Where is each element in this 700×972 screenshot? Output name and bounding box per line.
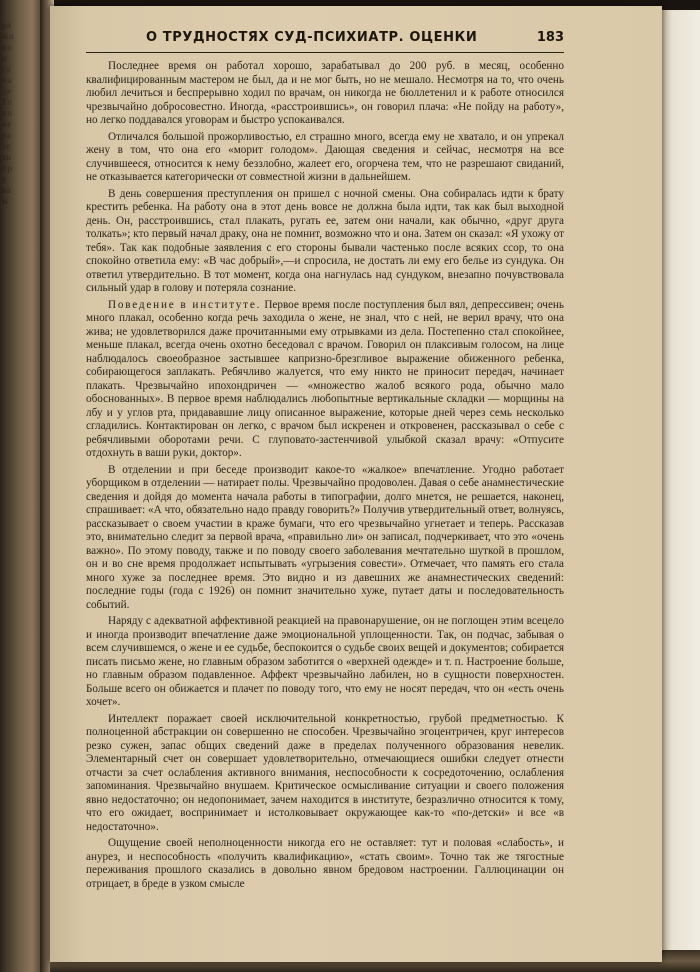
page-stack-edge: [660, 10, 700, 960]
paragraph-6: Наряду с адекватной аффективной реакцией на правонарушение, он не поглощен этим всецело и иногда производит впечатление даже эмоциональной уплощенности. Так, он подчас, забывая о всем случившемся, о жене и ее судьбе, беспокоится о судьбе своих вещей и документов; собирается писать письмо жене, но главным образом заботится о «верхней одежде» и т. п. Настроение больше, но главным образом подавленное. Аффект чрезвычайно лабилен, но в сущности поверхностен. Больше всего он обижается и плачет по поводу того, что ему не носят передач, что он «есть очень хочет».: [86, 615, 564, 708]
running-header-title: О ТРУДНОСТЯХ СУД-ПСИХИАТР. ОЦЕНКИ: [146, 30, 478, 45]
body-text: [86, 60, 564, 891]
section-lead: Поведение в институте.: [108, 298, 262, 311]
page-number: 183: [536, 30, 564, 45]
paragraph-4-text: Первое время после поступления был вял, депрессивен; очень много плакал, особенно когда речь заходила о жене, не знал, что с ней, не верил врачу, что она жива; не удовлетворился даже прочитанными ему отрывками из дела. Постепенно стал спокойнее, меньше плакал, всегда очень охотно беседовал с врачом. Говорил он плаксивым голосом, на лице наблюдалось своеобразное застывшее капризно-брезгливое выражение обиженного ребенка, собирающегося заплакать. Ребячливо жалуется, что ему никто не приносит передач, начинает плакать. Чрезвычайно ипохондричен — «множество жалоб всякого рода, обычно мало обоснованных». В первое время наблюдались любопытные вертикальные складки — морщины на лбу и у углов рта, придававшие лицу описанное выражение, которые дней через семь несколько сгладились. Контактирован он легко, с врачом был искренен и откровенен, рассказывал о себе с ребячливыми оборотами речи. С глуповато-застенчивой улыбкой сказал врачу: «Отпусите отдохнуть в ваши руки, доктор».: [86, 298, 564, 459]
paragraph-1: Последнее время он работал хорошо, зарабатывал до 200 руб. в месяц, особенно квалифицированным мастером не был, да и не мог быть, но не мешало. Несмотря на то, что очень любил лечиться и беспрерывно ходил по врачам, он никогда не бюллетенил и к работе относился чрезвычайно добросовестно. Иногда, «расстроившись», он говорил плача: «Не пойду на работу», но легко поддавался уговорам и быстро успокаивался.: [86, 60, 564, 126]
paragraph-7: Интеллект поражает своей исключительной конкретностью, грубой предметностью. К полноценной абстракции он совершенно не способен. Чрезвычайно эгоцентричен, круг интересов резко сужен, запас общих сведений даже в пределах полученного образования невелик. Элементарный счет он совершает удовлетворительно, отмечающиеся ошибки следует отнести отчасти за счет ослабления активного внимания, неспособности к сосредоточению, ослабления запоминания. Чрезвычайно внушаем. Критическое осмысливание ситуации и своего положения явно недостаточно; он недопонимает, зачем находится в институте, безразлично относится к тому, что его ожидает, воспринимает и истолковывает окружающее как-то «по-детски» и все «в недостаточно».: [86, 712, 564, 833]
running-header: [86, 30, 564, 53]
paragraph-5: В отделении и при беседе производит какое-то «жалкое» впечатление. Угодно работает уборщиком в отделении — натирает полы. Чрезвычайно продоволен. Давая о себе анамнестические сведения и дойдя до момента начала работы в типографии, долго мнется, не решается, наконец, спрашивает: «А что, обязательно надо правду говорить?» Получив утвердительный ответ, волнуясь, рассказывает о своем участии в краже бумаги, что его чрезвычайно угнетает и теперь. Рассказав это, внимательно следит за первой врача, «правильно ли» он записал, подчеркивает, что это «очень важно». По этому поводу, также и по поводу своего заболевания мечтательно шуткой в прошлом, он и во сне время продолжает испытывать «угрызения совести». Отмечает, что память его стала много хуже за последнее время. Это видно и из давешних же анамнестических сведений: последние годы (года с 1926) он помнит значительно хуже, путает даты и последовательность событий.: [86, 463, 564, 611]
paragraph-3: В день совершения преступления он пришел с ночной смены. Она собиралась идти к брату крестить ребенка. На работу она в этот день вовсе не должна была идти, так как был выходной день. Он, расстроившись, стал плакать, ругать ее, затем они начали, как обычно, «друг друга толкать»; кто первый начал драку, она не помнит, возможно что и она. Затем он сказал: «Я ухожу от тебя». Так как подобные заявления с его стороны бывали частенько после всяких ссор, то она спокойно ответила ему: «В час добрый»,—и спросила, не достать ли ему его белье из сундука. Он ответил утвердительно. В тот момент, когда она нагнулась над сундуком, внезапно почувствовала сильный удар в голову и потеряла сознание.: [86, 187, 564, 294]
paragraph-4: [86, 299, 564, 461]
paragraph-8: Ощущение своей неполноценности никогда его не оставляет: тут и половая «слабость», и анурез, и неспособность «получить квалификацию», «стать своим». Точно так же тягостные переживания прошлого сказались в довольно явном бредовом настроении. Галлюцинации он отрицает, в бреде в узком смысле: [86, 837, 564, 890]
left-page-text-fragments: ра жи по и го на де То но не ра те зн пр у ва м: [2, 20, 15, 206]
paragraph-2: Отличался большой прожорливостью, ел страшно много, всегда ему не хватало, и он упрекал жену в том, что она его «морит голодом». Дающая сведения и сейчас, несмотря на все случившееся, относится к нему беззлобно, жалеет его, огорчена тем, что не разрешают свиданий, не отказывается категорически от совместной жизни в дальнейшем.: [86, 130, 564, 183]
